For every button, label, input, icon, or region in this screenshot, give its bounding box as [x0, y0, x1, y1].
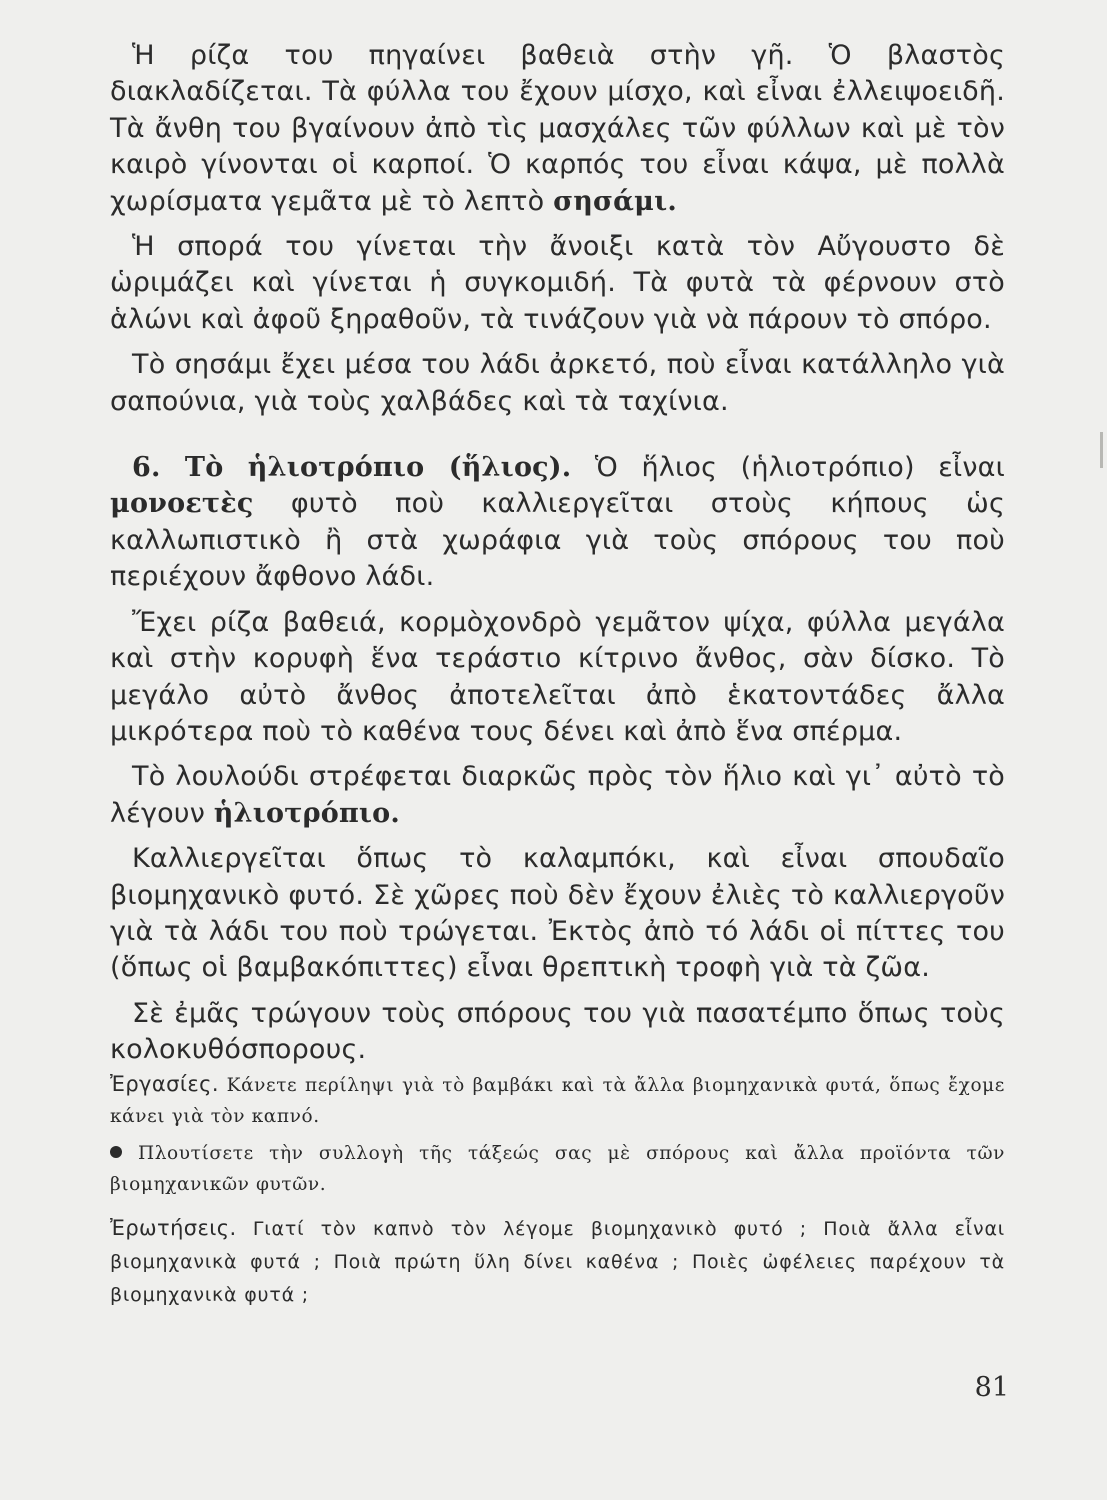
page-edge-mark	[1100, 432, 1103, 468]
paragraph-text: Ἡ σπορά του γίνεται τὴν ἄνοιξι κατὰ τὸν Αὔγουστο δὲ ὡριμάζει καὶ γίνεται ἡ συγκομιδή. Τὰ φυτὰ τὰ φέρνουν στὸ ἁλώνι καὶ ἀφοῦ ξηραθοῦν, τὰ τινάζουν γιὰ νὰ πάρουν τὸ σπόρο.	[110, 231, 1005, 335]
questions-text: Γιατί τὸν καπνὸ τὸν λέγομε βιομηχανικὸ φυτό ; Ποιὰ ἄλλα εἶναι βιομηχανικὰ φυτά ; Ποιὰ πρώτη ὕλη δίνει καθένα ; Ποιὲς ὠφέλειες παρέχουν τὰ βιομηχανικὰ φυτά ;	[110, 1217, 1005, 1306]
page-number: 81	[974, 1372, 1009, 1403]
exercises-bullet-item	[110, 1138, 1005, 1200]
term-sesame: σησάμι.	[553, 185, 677, 217]
paragraph-text: Τὸ λουλούδι στρέφεται διαρκῶς πρὸς τὸν ἥλιο καὶ γι᾿ αὐτὸ τὸ λέγουν	[110, 761, 1005, 829]
exercises-label: Ἐργασίες.	[110, 1071, 219, 1096]
paragraph-sunflower-description	[110, 605, 1005, 751]
questions-label: Ἐρωτήσεις.	[110, 1215, 237, 1240]
paragraph-text: Τὸ σησάμι ἔχει μέσα του λάδι ἀρκετό, ποὺ εἶναι κατάλληλο γιὰ σαπούνια, γιὰ τοὺς χαλβάδες καὶ τὰ ταχίνια.	[110, 349, 1005, 417]
bullet-icon	[110, 1146, 122, 1158]
paragraph-sunflower-intro	[110, 450, 1005, 596]
paragraph-text: Σὲ ἐμᾶς τρώγουν τοὺς σπόρους του γιὰ πασατέμπο ὅπως τοὺς κολοκυθόσπορους.	[110, 997, 1005, 1066]
paragraph-text: Ἔχει ρίζα βαθειά, κορμὸχονδρὸ γεμᾶτον ψίχα, φύλλα μεγάλα καὶ στὴν κορυφὴ ἕνα τεράστιο κίτρινο ἄνθος, σὰν δίσκο. Τὸ μεγάλο αὐτὸ ἄνθος ἀποτελεῖται ἀπὸ ἑκατοντάδες ἄλλα μικρότερα ποὺ τὸ καθένα τους δένει καὶ ἀπὸ ἕνα σπέρμα.	[110, 606, 1005, 747]
paragraph-text: φυτὸ ποὺ καλλιεργεῖται στοὺς κήπους ὡς καλλωπιστικὸ ἢ στὰ χωράφια γιὰ τοὺς σπόρους του ποὺ περιέχουν ἄφθονο λάδι.	[110, 488, 1005, 593]
paragraph-cultivation	[110, 841, 1005, 987]
term-annual: μονοετὲς	[110, 488, 254, 520]
term-heliotrope: ἡλιοτρόπιο.	[213, 797, 400, 829]
page-body	[110, 38, 1005, 1312]
paragraph-text: Ὁ ἥλιος (ἡλιοτρόπιο) εἶναι	[594, 452, 1005, 484]
questions-block	[110, 1212, 1005, 1312]
paragraph-sowing	[110, 229, 1005, 338]
paragraph-snack	[110, 996, 1005, 1069]
exercises-text: Κάνετε περίληψι γιὰ τὸ βαμβάκι καὶ τὰ ἄλλα βιομηχανικὰ φυτά, ὅπως ἔχομε κάνει γιὰ τὸν καπνό.	[110, 1074, 1005, 1127]
exercises-block	[110, 1069, 1005, 1132]
paragraph-sunflower-name	[110, 759, 1005, 832]
section-heading-sunflower: 6. Τὸ ἡλιοτρόπιο (ἥλιος).	[132, 452, 572, 484]
paragraph-sesame-oil	[110, 347, 1005, 420]
exercises-bullet-text: Πλουτίσετε τὴν συλλογὴ τῆς τάξεώς σας μὲ σπόρους καὶ ἄλλα προϊόντα τῶν βιομηχανικῶν φυτῶν.	[110, 1142, 1005, 1195]
paragraph-root-description	[110, 38, 1005, 220]
paragraph-text: Καλλιεργεῖται ὅπως τὸ καλαμπόκι, καὶ εἶναι σπουδαῖο βιομηχανικὸ φυτό. Σὲ χῶρες ποὺ δὲν ἔχουν ἐλιὲς τὸ καλλιεργοῦν γιὰ τὰ λάδι του ποὺ τρώγεται. Ἐκτὸς ἀπὸ τό λάδι οἱ πίττες του (ὅπως οἱ βαμβακόπιττες) εἶναι θρεπτικὴ τροφὴ γιὰ τὰ ζῶα.	[110, 843, 1005, 984]
paragraph-text: Ἡ ρίζα του πηγαίνει βαθειὰ στὴν γῆ. Ὁ βλαστὸς διακλαδίζεται. Τὰ φύλλα του ἔχουν μίσχο, καὶ εἶναι ἐλλειψοειδῆ. Τὰ ἄνθη του βγαίνουν ἀπὸ τὶς μασχάλες τῶν φύλλων καὶ μὲ τὸν καιρὸ γίνονται οἱ καρποί. Ὁ καρπός του εἶναι κάψα, μὲ πολλὰ χωρίσματα γεμᾶτα μὲ τὸ λεπτὸ	[110, 40, 1005, 217]
